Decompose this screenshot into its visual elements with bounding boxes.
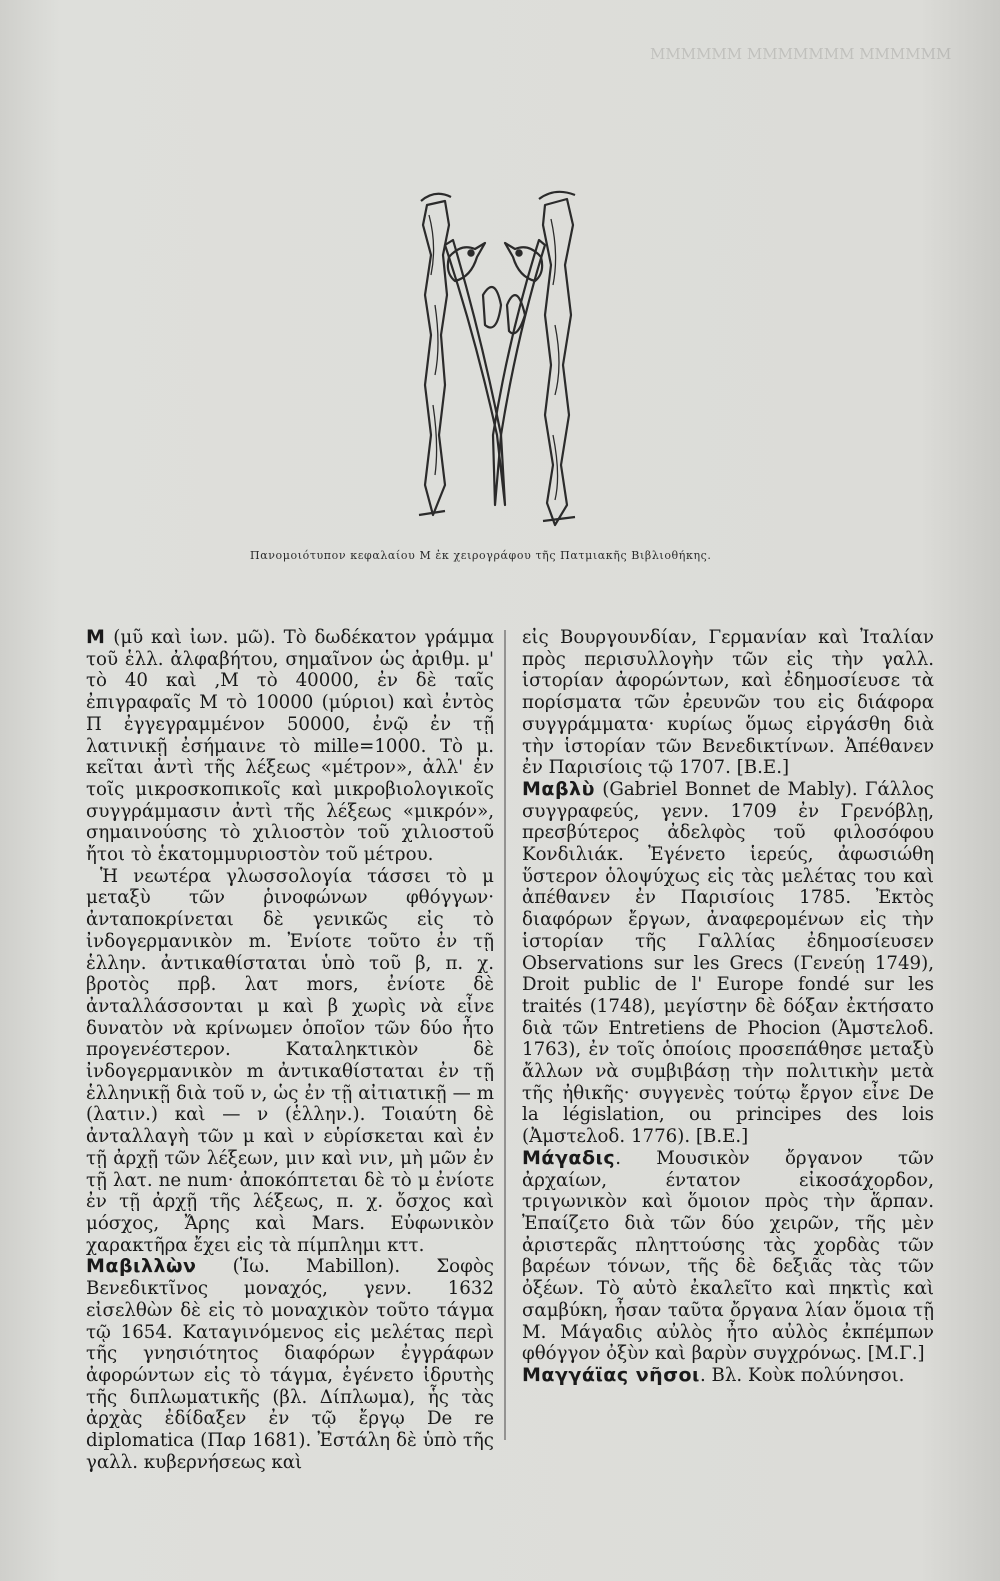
entry-text: . Βλ. Κοὺκ πολύνησοι. bbox=[699, 1364, 905, 1386]
entry-text: (Gabriel Bonnet de Mably). Γάλλος συγγραφεύς, γενν. 1709 ἐν Γρενόβλῃ, πρεσβύτερος ἀδελφὸς τοῦ φιλοσόφου Κονδιλιάκ. Ἐγένετο ἱερεύς, ἀφωσιώθη ὕστερον ὁλοψύχως εἰς τὰς μελέτας του καὶ ἀπέθανεν ἐν Παρισίοις 1785. Ἐκτὸς διαφόρων ἔργων, ἀναφερομένων εἰς τὴν ἱστορίαν τῆς Γαλλίας ἐδημοσίευσεν Observations sur les Grecs (Γενεύῃ 1749), Droit public de l' Europe fondé sur les traités (1748), μεγίστην δὲ δόξαν ἐκτήσατο διὰ τῶν Entretiens de Phocion (Ἀμστελοδ. 1763), ἐν τοῖς ὁποίοις προσεπάθησε μεταξὺ ἄλλων νὰ συμβιβάσῃ τὴν πολιτικὴν μετὰ τῆς ἠθικῆς· συγγενὲς τούτῳ ἔργον εἶνε De la législation, ou principes des lois (Ἀμστελοδ. 1776). [Β.Ε.] bbox=[522, 778, 934, 1148]
entry-mably bbox=[522, 779, 934, 1148]
entry-mabillon bbox=[86, 1256, 494, 1473]
entry-head: Μαγγάϊας νῆσοι bbox=[522, 1363, 700, 1386]
entry-text: εἰς Βουργουνδίαν, Γερμανίαν καὶ Ἰταλίαν πρὸς περισυλλογὴν τῶν εἰς τὴν γαλλ. ἱστορίαν ἀφορώντων, καὶ ἐδημοσίευσε τὰ πορίσματα τῶν ἐρευνῶν του εἰς διάφορα συγγράμματα· κυρίως ὅμως εἰργάσθη διὰ τὴν ἱστορίαν τῶν Βενεδικτίνων. Ἀπέθανεν ἐν Παρισίοις τῷ 1707. [Β.Ε.] bbox=[522, 627, 934, 779]
entry-head: Μάγαδις bbox=[522, 1146, 616, 1169]
left-column bbox=[86, 627, 494, 1473]
entry-head: Μαβλὺ bbox=[522, 777, 595, 800]
bleed-through-text: ΜΜΜΜΜΜ ΜΜΜΜΜΜΜ ΜΜΜΜΜΜ bbox=[650, 45, 952, 63]
entry-head: Μαβιλλὼν bbox=[86, 1255, 197, 1278]
right-column bbox=[522, 627, 934, 1387]
entry-text: (Ἰω. Mabillon). Σοφὸς Βενεδικτῖνος μοναχός, γενν. 1632 εἰσελθὼν δὲ εἰς τὸ μοναχικὸν τοῦτο τάγμα τῷ 1654. Καταγινόμενος εἰς μελέτας περὶ τῆς γνησιότητος διαφόρων ἐγγράφων ἀφορώντων εἰς τὸ τάγμα, ἐγένετο ἱδρυτὴς τῆς διπλωματικῆς (βλ. Δίπλωμα), ἧς τὰς ἀρχὰς ἐδίδαξεν ἐν τῷ ἔργῳ De re diplomatica (Παρ 1681). Ἐστάλη δὲ ὑπὸ τῆς γαλλ. κυβερνήσεως καὶ bbox=[86, 1256, 494, 1473]
entry-m bbox=[86, 627, 494, 866]
entry-mabillon-continued bbox=[522, 627, 934, 779]
entry-text: (μῦ καὶ ἰων. μῶ). Τὸ δωδέκατον γράμμα τοῦ ἑλλ. ἀλφαβήτου, σημαῖνον ὡς ἀριθμ. μ' τὸ 40 καὶ ,Μ τὸ 40000, ἐν δὲ ταῖς ἐπιγραφαῖς Μ τὸ 10000 (μύριοι) καὶ ἐντὸς Π ἐγγεγραμμένον 50000, ἐνῷ ἐν τῇ λατινικῇ ἐσήμαινε τὸ mille=1000. Τὸ μ. κεῖται ἀντὶ τῆς λέξεως «μέτρον», ἀλλ' ἐν τοῖς μικροσκοπικοῖς καὶ μικροβιολογικοῖς συγγράμμασιν ἀντὶ τῆς λέξεως «μικρόν», σημαινούσης τὸ χιλιοστὸν τοῦ χιλιοστοῦ ἤτοι τὸ ἑκατομμυριοστὸν τοῦ μέτρου. bbox=[86, 627, 494, 866]
entry-text: . Μουσικὸν ὄργανον τῶν ἀρχαίων, έντατον εἰκοσάχορδον, τριγωνικὸν καὶ ὅμοιον πρὸς τὴν ἅρπαν. Ἐπαίζετο διὰ τῶν δύο χειρῶν, τῆς μὲν ἀριστερᾶς πληττούσης τὰς χορδὰς τῶν βαρέων τόνων, τῆς δὲ δεξιᾶς τὰς τῶν ὀξέων. Τὸ αὐτὸ ἐκαλεῖτο καὶ πηκτὶς καὶ σαμβύκη, ἦσαν ταῦτα ὄργανα λίαν ὅμοια τῇ Μ. Μάγαδις αὐλὸς ἦτο αὐλὸς ἐκπέμπων φθόγγον ὀξὺν καὶ βαρὺν συγχρόνως. [Μ.Γ.] bbox=[522, 1147, 934, 1365]
paragraph-linguistics bbox=[86, 866, 494, 1257]
entry-mangaia bbox=[522, 1365, 934, 1387]
illuminated-initial-m bbox=[405, 185, 595, 530]
entry-text: Ἡ νεωτέρα γλωσσολογία τάσσει τὸ μ μεταξὺ τῶν ῥινοφώνων φθόγγων· ἀνταποκρίνεται δὲ γενικῶς εἰς τὸ ἰνδογερμανικὸν m. Ἐνίοτε τοῦτο ἐν τῇ ἑλλην. ἀντικαθίσταται ὑπὸ τοῦ β, π. χ. βροτὸς πρβ. λατ mors, ἐνίοτε δὲ ἀνταλλάσσονται μ καὶ β χωρὶς νὰ εἶνε δυνατὸν νὰ κρίνωμεν ὁποῖον τῶν δύο ἦτο προγενέστερον. Καταληκτικὸν δὲ ἰνδογερμανικὸν m ἀντικαθίσταται ἐν τῇ ἑλληνικῇ διὰ τοῦ ν, ὡς ἐν τῇ αἰτιατικῇ — m (λατιν.) καὶ — ν (ἑλλην.). Τοιαύτη δὲ ἀνταλλαγὴ τῶν μ καὶ ν εὑρίσκεται καὶ ἐν τῇ ἀρχῇ τῶν λέξεων, μιν καὶ νιν, μὴ μῶν ἐν τῇ λατ. ne num· ἀποκόπτεται δὲ τὸ μ ἐνίοτε ἐν τῇ ἀρχῇ τῆς λέξεως, π. χ. ὄσχος καὶ μόσχος, Ἄρης καὶ Mars. Εὐφωνικὸν χαρακτῆρα ἔχει εἰς τὰ πίμπλημι κττ. bbox=[86, 865, 494, 1256]
entry-head: Μ bbox=[86, 626, 106, 648]
entry-magadis bbox=[522, 1148, 934, 1365]
figure-caption: Πανομοιότυπον κεφαλαίου Μ ἐκ χειρογράφου τῆς Πατμιακῆς Βιβλιοθήκης. bbox=[250, 549, 712, 562]
column-divider bbox=[504, 630, 506, 1440]
